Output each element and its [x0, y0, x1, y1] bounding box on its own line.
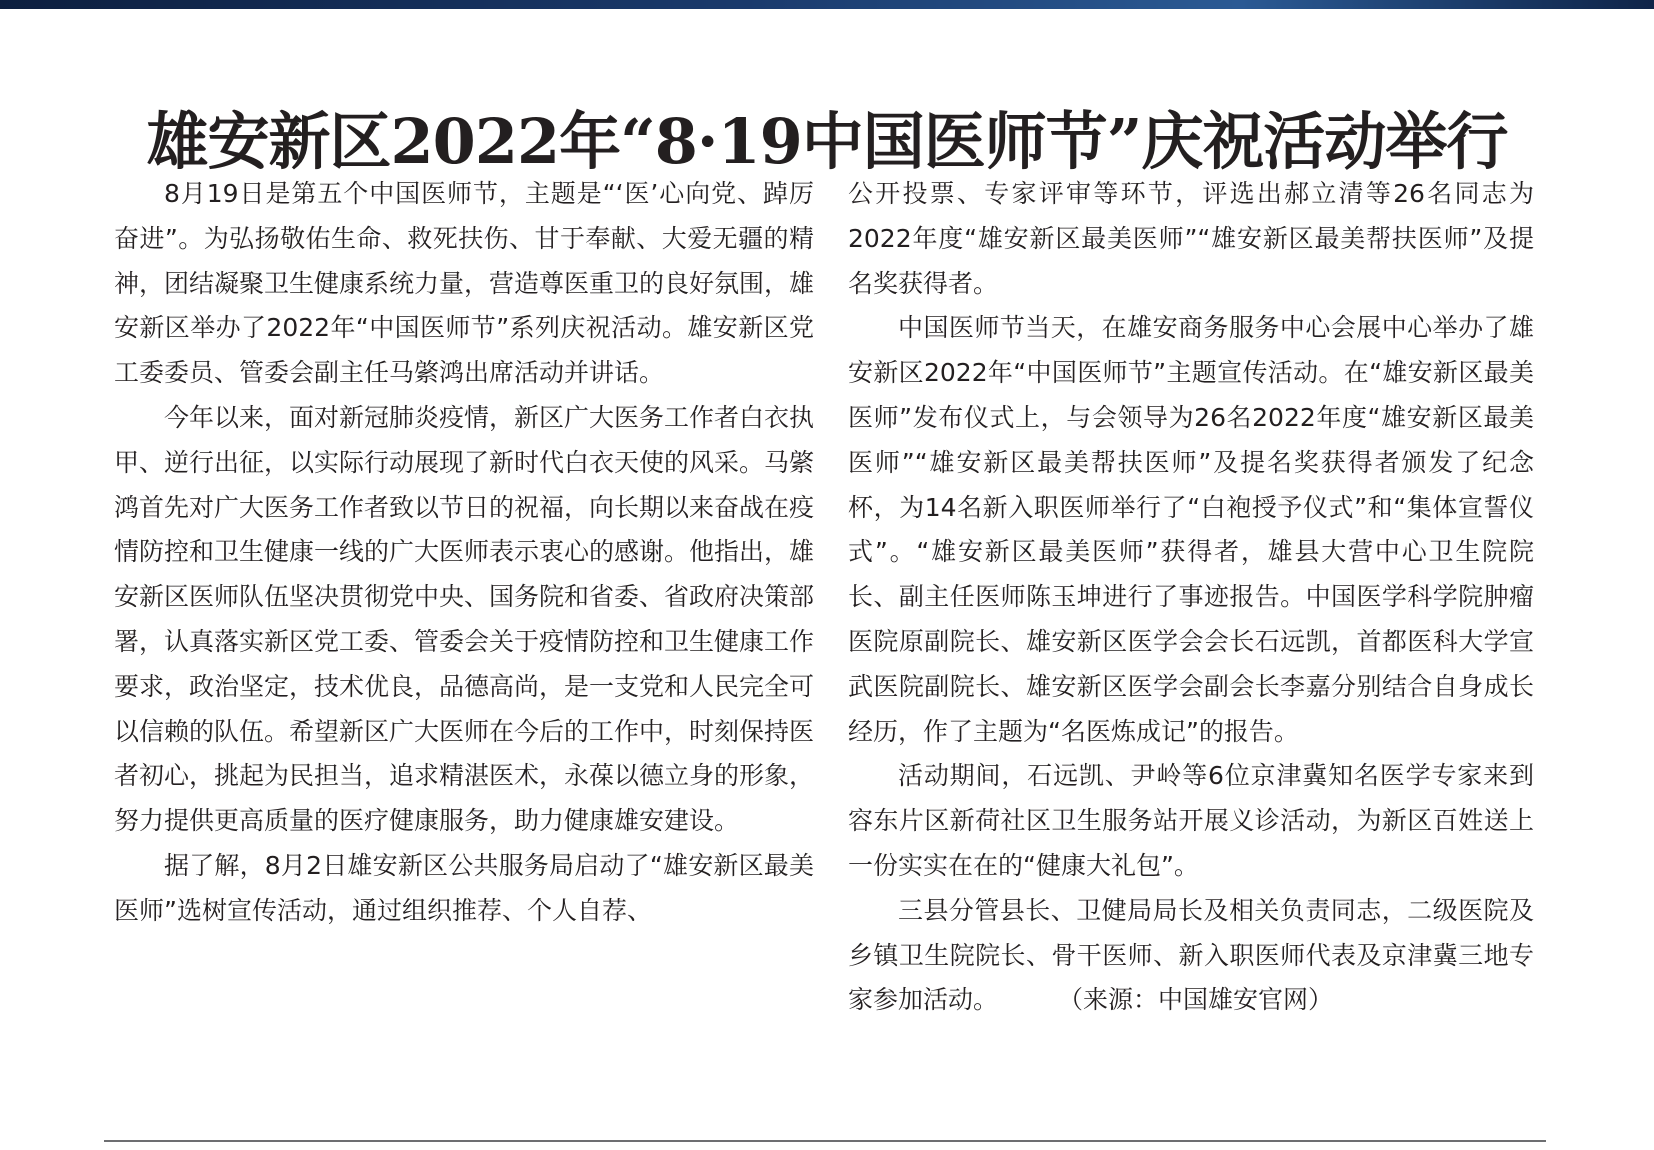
article-title: 雄安新区2022年“8·19中国医师节”庆祝活动举行	[146, 104, 1508, 178]
bottom-divider	[104, 1140, 1546, 1142]
paragraph-text: 三县分管县长、卫健局局长及相关负责同志，二级医院及乡镇卫生院院长、骨干医师、新入职医师代表及京津冀三地专家参加活动。	[848, 895, 1534, 1015]
paragraph: 中国医师节当天，在雄安商务服务中心会展中心举办了雄安新区2022年“中国医师节”主题宣传活动。在“雄安新区最美医师”发布仪式上，与会领导为26名2022年度“雄安新区最美医师”“雄安新区最美帮扶医师”及提名奖获得者颁发了纪念杯，为14名新入职医师举行了“白袍授予仪式”和“集体宣誓仪式”。“雄安新区最美医师”获得者，雄县大营中心卫生院院长、副主任医师陈玉坤进行了事迹报告。中国医学科学院肿瘤医院原副院长、雄安新区医学会会长石远凯，首都医科大学宣武医院副院长、雄安新区医学会副会长李嘉分别结合自身成长经历，作了主题为“名医炼成记”的报告。	[848, 313, 1534, 746]
top-decorative-band	[0, 0, 1654, 9]
paragraph: 今年以来，面对新冠肺炎疫情，新区广大医务工作者白衣执甲、逆行出征，以实际行动展现了新时代白衣天使的风采。马綮鸿首先对广大医务工作者致以节日的祝福，向长期以来奋战在疫情防控和卫生健康一线的广大医师表示衷心的感谢。他指出，雄安新区医师队伍坚决贯彻党中央、国务院和省委、省政府决策部署，认真落实新区党工委、管委会关于疫情防控和卫生健康工作要求，政治坚定，技术优良，品德高尚，是一支党和人民完全可以信赖的队伍。希望新区广大医师在今后的工作中，时刻保持医者初心，挑起为民担当，追求精湛医术，永葆以德立身的形象，努力提供更高质量的医疗健康服务，助力健康雄安建设。	[114, 402, 815, 836]
article-left-column	[114, 172, 814, 934]
article-right-column	[848, 172, 1534, 1023]
source-credit: （来源：中国雄安官网）	[1058, 985, 1334, 1015]
paragraph: 活动期间，石远凯、尹岭等6位京津冀知名医学专家来到容东片区新荷社区卫生服务站开展义诊活动，为新区百姓送上一份实实在在的“健康大礼包”。	[848, 761, 1534, 880]
paragraph-with-source	[848, 889, 1534, 1023]
paragraph: 8月19日是第五个中国医师节，主题是“‘医’心向党、踔厉奋进”。为弘扬敬佑生命、救死扶伤、甘于奉献、大爱无疆的精神，团结凝聚卫生健康系统力量，营造尊医重卫的良好氛围，雄安新区举办了2022年“中国医师节”系列庆祝活动。雄安新区党工委委员、管委会副主任马綮鸿出席活动并讲话。	[114, 179, 815, 388]
paragraph-continuation: 公开投票、专家评审等环节，评选出郝立清等26名同志为2022年度“雄安新区最美医师”“雄安新区最美帮扶医师”及提名奖获得者。	[848, 179, 1534, 298]
paragraph: 据了解，8月2日雄安新区公共服务局启动了“雄安新区最美医师”选树宣传活动，通过组织推荐、个人自荐、	[114, 850, 814, 925]
